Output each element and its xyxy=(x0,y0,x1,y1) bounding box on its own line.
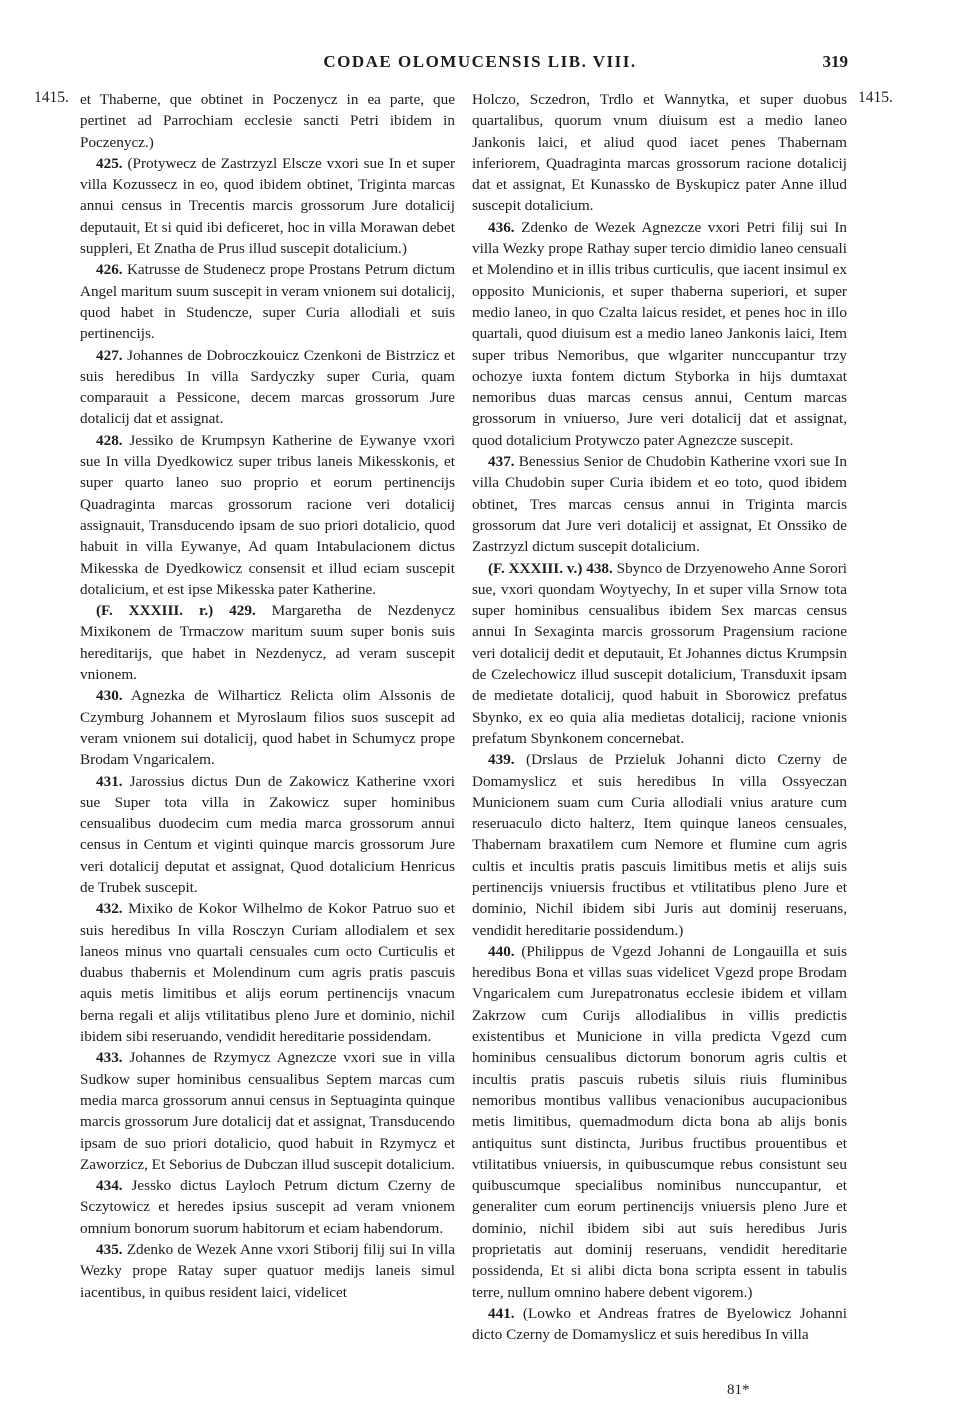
left-column xyxy=(80,89,455,1303)
entry-number: 440. xyxy=(488,942,515,960)
entry-number: 435. xyxy=(96,1241,123,1259)
entry-number: 439. xyxy=(488,751,515,769)
document-entry xyxy=(472,451,847,557)
document-entry xyxy=(80,1175,455,1239)
entry-number: 434. xyxy=(96,1177,123,1195)
entry-number: 432. xyxy=(96,900,123,918)
entry-text: Katrusse de Studenecz prope Prostans Petrum dictum Angel maritum suum suscepit in veram vnionem sui dotalicij, quod habet in Studencze, super Curia allodiali et suis pertinencijs. xyxy=(80,261,456,343)
entry-number: (F. XXXIII. v.) 438. xyxy=(488,559,613,577)
running-title: CODAE OLOMUCENSIS LIB. VIII. xyxy=(323,52,637,71)
entry-text: (Protywecz de Zastrzyzl Elscze vxori sue In et super villa Kozussecz in eo, quod ibidem obtinet, Triginta marcas annui census in Trecentis marcis grossorum Jure dotalicij deputauit, Et si quid ibi deficeret, hoc in villa Morawan debet suppleri, Et Znatha de Prus illud suscepit dotalicium.) xyxy=(80,154,456,258)
entry-number: 430. xyxy=(96,687,123,705)
entry-text: Sbynco de Drzyenoweho Anne Sorori sue, vxori quondam Woytyechy, In et super villa Srnow tota super hominibus censualibus ibidem Sex marcas census annui In Sexaginta marcis grossorum Pragensium racione veri dotalicij dedit et deputauit, Et Johannes dictus Krumpsin de Czelechowicz illud suscepit dotalicium, Transduxit ipsam de medietate dotalicij, quod habuit in Sborowicz prefatus Sbynko, ex eo quia alia medietas dotalicij, racione vnionis prefatum Sbynkonem concernebat. xyxy=(472,559,848,747)
document-entry xyxy=(472,89,847,217)
document-entry xyxy=(80,685,455,770)
entry-text: Mixiko de Kokor Wilhelmo de Kokor Patruo suo et suis heredibus In villa Rosczyn Curiam allodialem et sex laneos minus vno quartali censuales cum octo Curticulis et duabus thabernis et Molendinum cum agris pratis pascuis aquis metis limitibus et alijs eorum pertinencijs vnacum berna regali et alijs vtilitatibus pleno Jure et dominio, nichil ibidem sibi reseruando, vendidit hereditarie possidendam. xyxy=(80,900,456,1046)
entry-number: 436. xyxy=(488,218,515,236)
sheet-signature: 81* xyxy=(727,1382,750,1398)
margin-year-right: 1415. xyxy=(858,89,893,106)
page-number: 319 xyxy=(822,52,848,71)
entry-text: Johannes de Dobroczkouicz Czenkoni de Bistrzicz et suis heredibus In villa Sardyczky super Curia, quam comparauit a Pessicone, decem marcas grossorum Jure dotalicij dat et assignat. xyxy=(80,346,455,428)
entry-text: Zdenko de Wezek Agnezcze vxori Petri filij sui In villa Wezky prope Rathay super tercio dimidio laneo censuali et Molendino et in illis tribus curticulis, que iacent insimul ex opposito Municionis, et super thaberna superiori, et super medio laneo, in quo Czalta laicus residet, et penes hoc in illo quartali, quod diuisum est a medio laneo Jankonis laici, Item super tribus Nemoribus, que wlgariter nunccupantur trzy ochozye iuxta fontem dictum Styborka in hijs dumtaxat nemoribus duas marcas census annui, Centum marcas grossorum in vniuerso, Jure veri dotalicij dat et assignat, quod dotalicium Protywczo pater Agnezcze suscepit. xyxy=(472,218,848,449)
document-entry xyxy=(472,941,847,1303)
entry-text: Jessko dictus Layloch Petrum dictum Czerny de Sczytowicz et heredes ipsius suscepit ad veram vnionem omnium bonorum suorum habitorum et eciam habendorum. xyxy=(80,1177,456,1237)
right-column xyxy=(472,89,847,1346)
entry-number: 425. xyxy=(96,154,123,172)
entry-number: 427. xyxy=(96,346,123,364)
entry-text: (Philippus de Vgezd Johanni de Longauilla et suis heredibus Bona et villas suas videlicet Vgezd prope Brodam Vngaricalem cum Jurepatronatus ecclesie ibidem et villam Zakrzow cum Curijs allodialibus in villis predictis existentibus et Municione in villa predicta Vgezd cum hominibus censualibus dictorum bonorum agris cultis et incultis pratis pascuis rubetis siluis riuis fluminibus nemoribus montibus vallibus venacionibus aucupacionibus metis limitibus, quemadmodum dicta bona ab alijs bonis antiquitus sunt distincta, Juribus fructibus prouentibus et vtilitatibus vniuersis, in quibuscumque rebus consistunt seu quibuscumque specialibus nominibus nunccupantur, et generaliter cum eorum pertinencijs vniuersis pleno Jure et dominio, nichil ibidem sibi aut suis heredibus Juris proprietatis aut dominij reseruans, vendidit hereditarie possidenda, Et si alibi dicta bona scripta essent in tabulis terre, nullum omnino habere debent vigorem.) xyxy=(472,942,847,1301)
entry-number: 437. xyxy=(488,453,515,471)
entry-text: Benessius Senior de Chudobin Katherine vxori sue In villa Chudobin super Curia ibidem et eo toto, quod ibidem obtinet, Tres marcas census annui in Triginta marcis grossorum dat Jure veri dotalicij et assignat, Et Onssiko de Zastrzyzl dictum suscepit dotalicium. xyxy=(472,453,848,556)
entry-number: 433. xyxy=(96,1049,123,1067)
entry-text: et Thaberne, que obtinet in Poczenycz in ea parte, que pertinet ad Parrochiam ecclesie sancti Petri ibidem in Poczenycz.) xyxy=(80,91,455,151)
document-entry xyxy=(472,558,847,750)
document-entry xyxy=(472,217,847,451)
entry-number: 441. xyxy=(488,1304,515,1322)
document-entry xyxy=(472,749,847,941)
entry-text: Zdenko de Wezek Anne vxori Stiborij filij sui In villa Wezky prope Ratay super quatuor medijs laneis simul iacentibus, in quibus resident laici, videlicet xyxy=(80,1241,455,1301)
entry-text: Margaretha de Nezdenycz Mixikonem de Trmaczow maritum suum super bonis suis hereditarijs, que habet in Nezdenycz, ad veram suscepit vnionem. xyxy=(80,602,455,684)
document-entry xyxy=(80,1239,455,1303)
margin-year-left: 1415. xyxy=(34,89,69,106)
entry-number: 428. xyxy=(96,431,123,449)
document-entry xyxy=(80,259,455,344)
running-header xyxy=(0,52,960,76)
entry-number: 431. xyxy=(96,772,123,790)
document-entry xyxy=(80,898,455,1047)
entry-text: Agnezka de Wilharticz Relicta olim Alssonis de Czymburg Johannem et Myroslaum filios suos suscepit ad veram vnionem sui dotalicij, quod habet in Schumycz prope Brodam Vngaricalem. xyxy=(80,687,455,769)
document-entry xyxy=(80,153,455,259)
entry-text: Jessiko de Krumpsyn Katherine de Eywanye vxori sue In villa Dyedkowicz super tribus laneis Mikesskonis, et super quarto laneo suo proprio et eorum pertinencijs Quadraginta marcas grossorum racione veri dotalicij assignauit, Transducendo ipsam de suo priori dotalicio, quod habuit in villa Eywanye, Ad quam Intabulacionem dictus Mikesska de Dyedkowicz consensit et illud eciam suscepit dotalicium, et est ipse Mikesska pater Katherine. xyxy=(80,431,455,598)
document-entry xyxy=(80,771,455,899)
entry-text: (Drslaus de Przieluk Johanni dicto Czerny de Domamyslicz et suis heredibus In villa Ossyeczan Municionem suam cum Curia allodiali vnius arature cum reseruaculo dicto halterz, Item quinque laneos censuales, Thabernam braxatilem cum Nemore et flumine cum agris cultis et incultis pratis pascuis limitibus metis et alijs suis pertinencijs vniuersis fructibus et vtilitatibus pleno Jure et dominio, Nichil ibidem sibi Juris aut dominij reseruans, vendidit hereditarie possidendum.) xyxy=(472,751,848,939)
entry-number: 426. xyxy=(96,261,123,279)
document-entry xyxy=(80,345,455,430)
entry-text: (Lowko et Andreas fratres de Byelowicz Johanni dicto Czerny de Domamyslicz et suis heredibus In villa xyxy=(472,1304,847,1344)
document-entry xyxy=(80,89,455,153)
document-entry xyxy=(80,430,455,600)
entry-text: Johannes de Rzymycz Agnezcze vxori sue in villa Sudkow super hominibus censualibus Septem marcas cum media marca grossorum annui census in Septuaginta quinque marcis grossorum Jure dotalicij dat et assignat, Transducendo ipsam de suo priori dotalicio, quod habuit in Rzymycz et Zaworzicz, Et Seborius de Dubczan illud suscepit dotalicium. xyxy=(80,1049,456,1173)
document-entry xyxy=(80,600,455,685)
entry-number: (F. XXXIII. r.) 429. xyxy=(96,602,256,620)
entry-text: Jarossius dictus Dun de Zakowicz Katherine vxori sue Super tota villa in Zakowicz super hominibus censualibus duodecim cum media marca grossorum annui census in Centum et viginti quinque marcis grossorum Jure veri dotalicij deputat et assignat, Quod dotalicium Henricus de Trubek suscepit. xyxy=(80,772,455,896)
document-entry xyxy=(80,1047,455,1175)
entry-text: Holczo, Sczedron, Trdlo et Wannytka, et super duobus quartalibus, quorum vnum diuisum est a medio laneo Jankonis laici, et aliud quod iacet penes Thabernam inferiorem, Quadraginta marcas grossorum racione dotalicij dat et assignat, Et Kunassko de Byskupicz pater Anne illud suscepit dotalicium. xyxy=(472,91,847,215)
document-entry xyxy=(472,1303,847,1346)
